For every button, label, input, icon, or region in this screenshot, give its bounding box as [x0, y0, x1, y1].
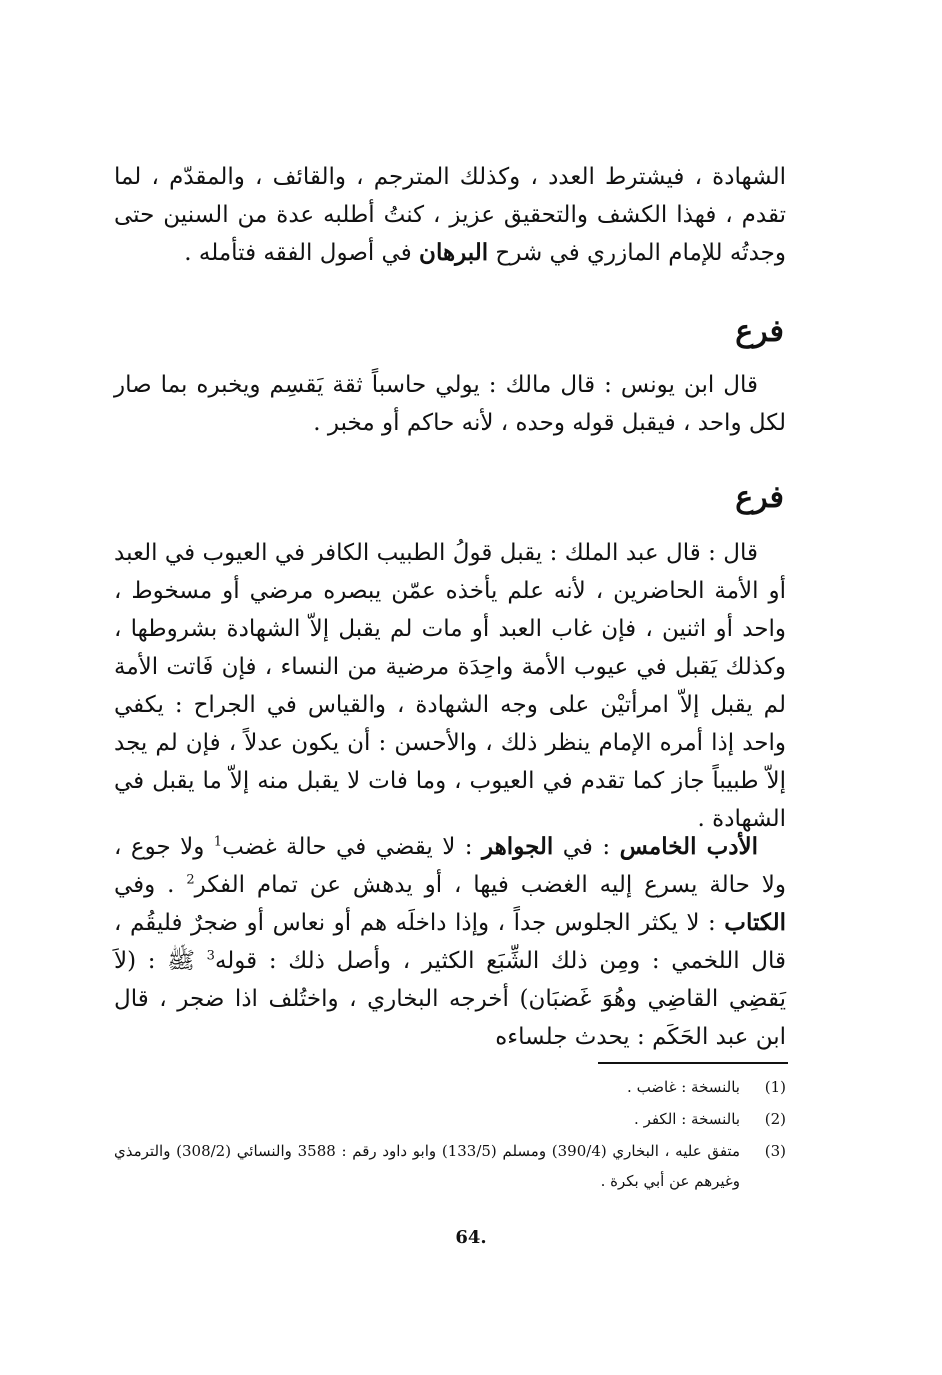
footnote-text: متفق عليه ، البخاري (390/4) ومسلم (133/5) وابو داود رقم : 3588 والنسائي (308/2) والترمذي وغيرهم عن أبي بكرة . — [114, 1142, 740, 1190]
section-3-text-5: : لا يكثر الجلوس جداً ، وإذا داخلَه هم أو نعاس أو ضجرٌ فليقُم ، قال اللخمي : ومِن ذلك الشِّبَع الكثير ، وأصل ذلك : قوله — [114, 910, 787, 974]
book-title-burhan: البرهان — [419, 239, 489, 266]
section-3-text-6: ﷺ : (لاَ يَقضِي القاضِي وهُوَ غَضبَان) أخرجه البخاري ، واختُلف اذا ضجر ، قال ابن عبد الحَكَم : يحدث جلساءه — [114, 948, 786, 1050]
footnote-ref-1[interactable]: 1 — [213, 834, 223, 850]
footnote-number: (1) — [764, 1078, 786, 1096]
footnote-ref-3[interactable]: 3 — [206, 948, 215, 964]
intro-text-2: في أصول الفقه فتأمله . — [184, 240, 420, 266]
section-1-heading: فرع — [735, 314, 784, 349]
intro-paragraph — [114, 158, 786, 272]
section-2-heading: فرع — [735, 480, 784, 515]
section-3-text-4: . وفي — [114, 872, 187, 898]
section-3-text-2: : لا يقضي في حالة غضب — [222, 834, 482, 860]
footnote-text: بالنسخة : الكفر . — [634, 1110, 740, 1128]
footnote-2 — [114, 1104, 786, 1134]
section-1-paragraph — [114, 366, 786, 442]
source-jawahir: الجواهر — [481, 833, 554, 860]
page-number: 64. — [455, 1227, 487, 1248]
source-kitab: الكتاب — [724, 909, 786, 936]
footnote-3 — [114, 1136, 786, 1196]
footnote-text: بالنسخة : غاضب . — [627, 1078, 740, 1096]
section-3-paragraph — [114, 828, 786, 1056]
footnote-ref-2[interactable]: 2 — [186, 872, 195, 888]
footnote-1 — [114, 1072, 786, 1102]
section-3-lead: الأدب الخامس — [619, 833, 758, 860]
section-3-text-1: : في — [553, 834, 620, 860]
footnote-divider — [598, 1062, 788, 1064]
footnote-number: (3) — [764, 1142, 786, 1160]
section-2-paragraph — [114, 534, 786, 838]
section-3-text-3: ولا جوع ، ولا حالة يسرع إليه الغضب فيها ، أو يدهش عن تمام الفكر — [114, 834, 786, 898]
section-2-text: قال : قال عبد الملك : يقبل قولُ الطبيب الكافر في العيوب في العبد أو الأمة الحاضرين ، لأنه علم يأخذه عمّن يبصره مرضي أو مسخوط ، واحد أو اثنين ، فإن غاب العبد أو مات لم يقبل إلاّ الشهادة بشروطها ، وكذلك يَقبل في عيوب الأمة واحِدَة مرضية من النساء ، فإن فَاتت الأمة لم يقبل إلاّ امرأتيْن على وجه الشهادة ، والقياس في الجراح : يكفي واحد إذا أمره الإمام ينظر ذلك ، والأحسن : أن يكون عدلاً ، فإن لم يجد إلاّ طبيباً جاز كما تقدم في العيوب ، وما فات لا يقبل منه إلاّ ما يقبل في الشهادة . — [114, 540, 786, 832]
intro-text-1: الشهادة ، فيشترط العدد ، وكذلك المترجم ، والقائف ، والمقدّم ، لما تقدم ، فهذا الكشف والتحقيق عزيز ، كنتُ أطلبه عدة من السنين حتى وجدتُه للإمام المازري في شرح — [114, 164, 786, 266]
section-1-text: قال ابن يونس : قال مالك : يولي حاسباً ثقة يَقسِم ويخبره بما صار لكل واحد ، فيقبل قوله وحده ، لأنه حاكم أو مخبر . — [114, 372, 786, 436]
footnote-number: (2) — [764, 1110, 786, 1128]
